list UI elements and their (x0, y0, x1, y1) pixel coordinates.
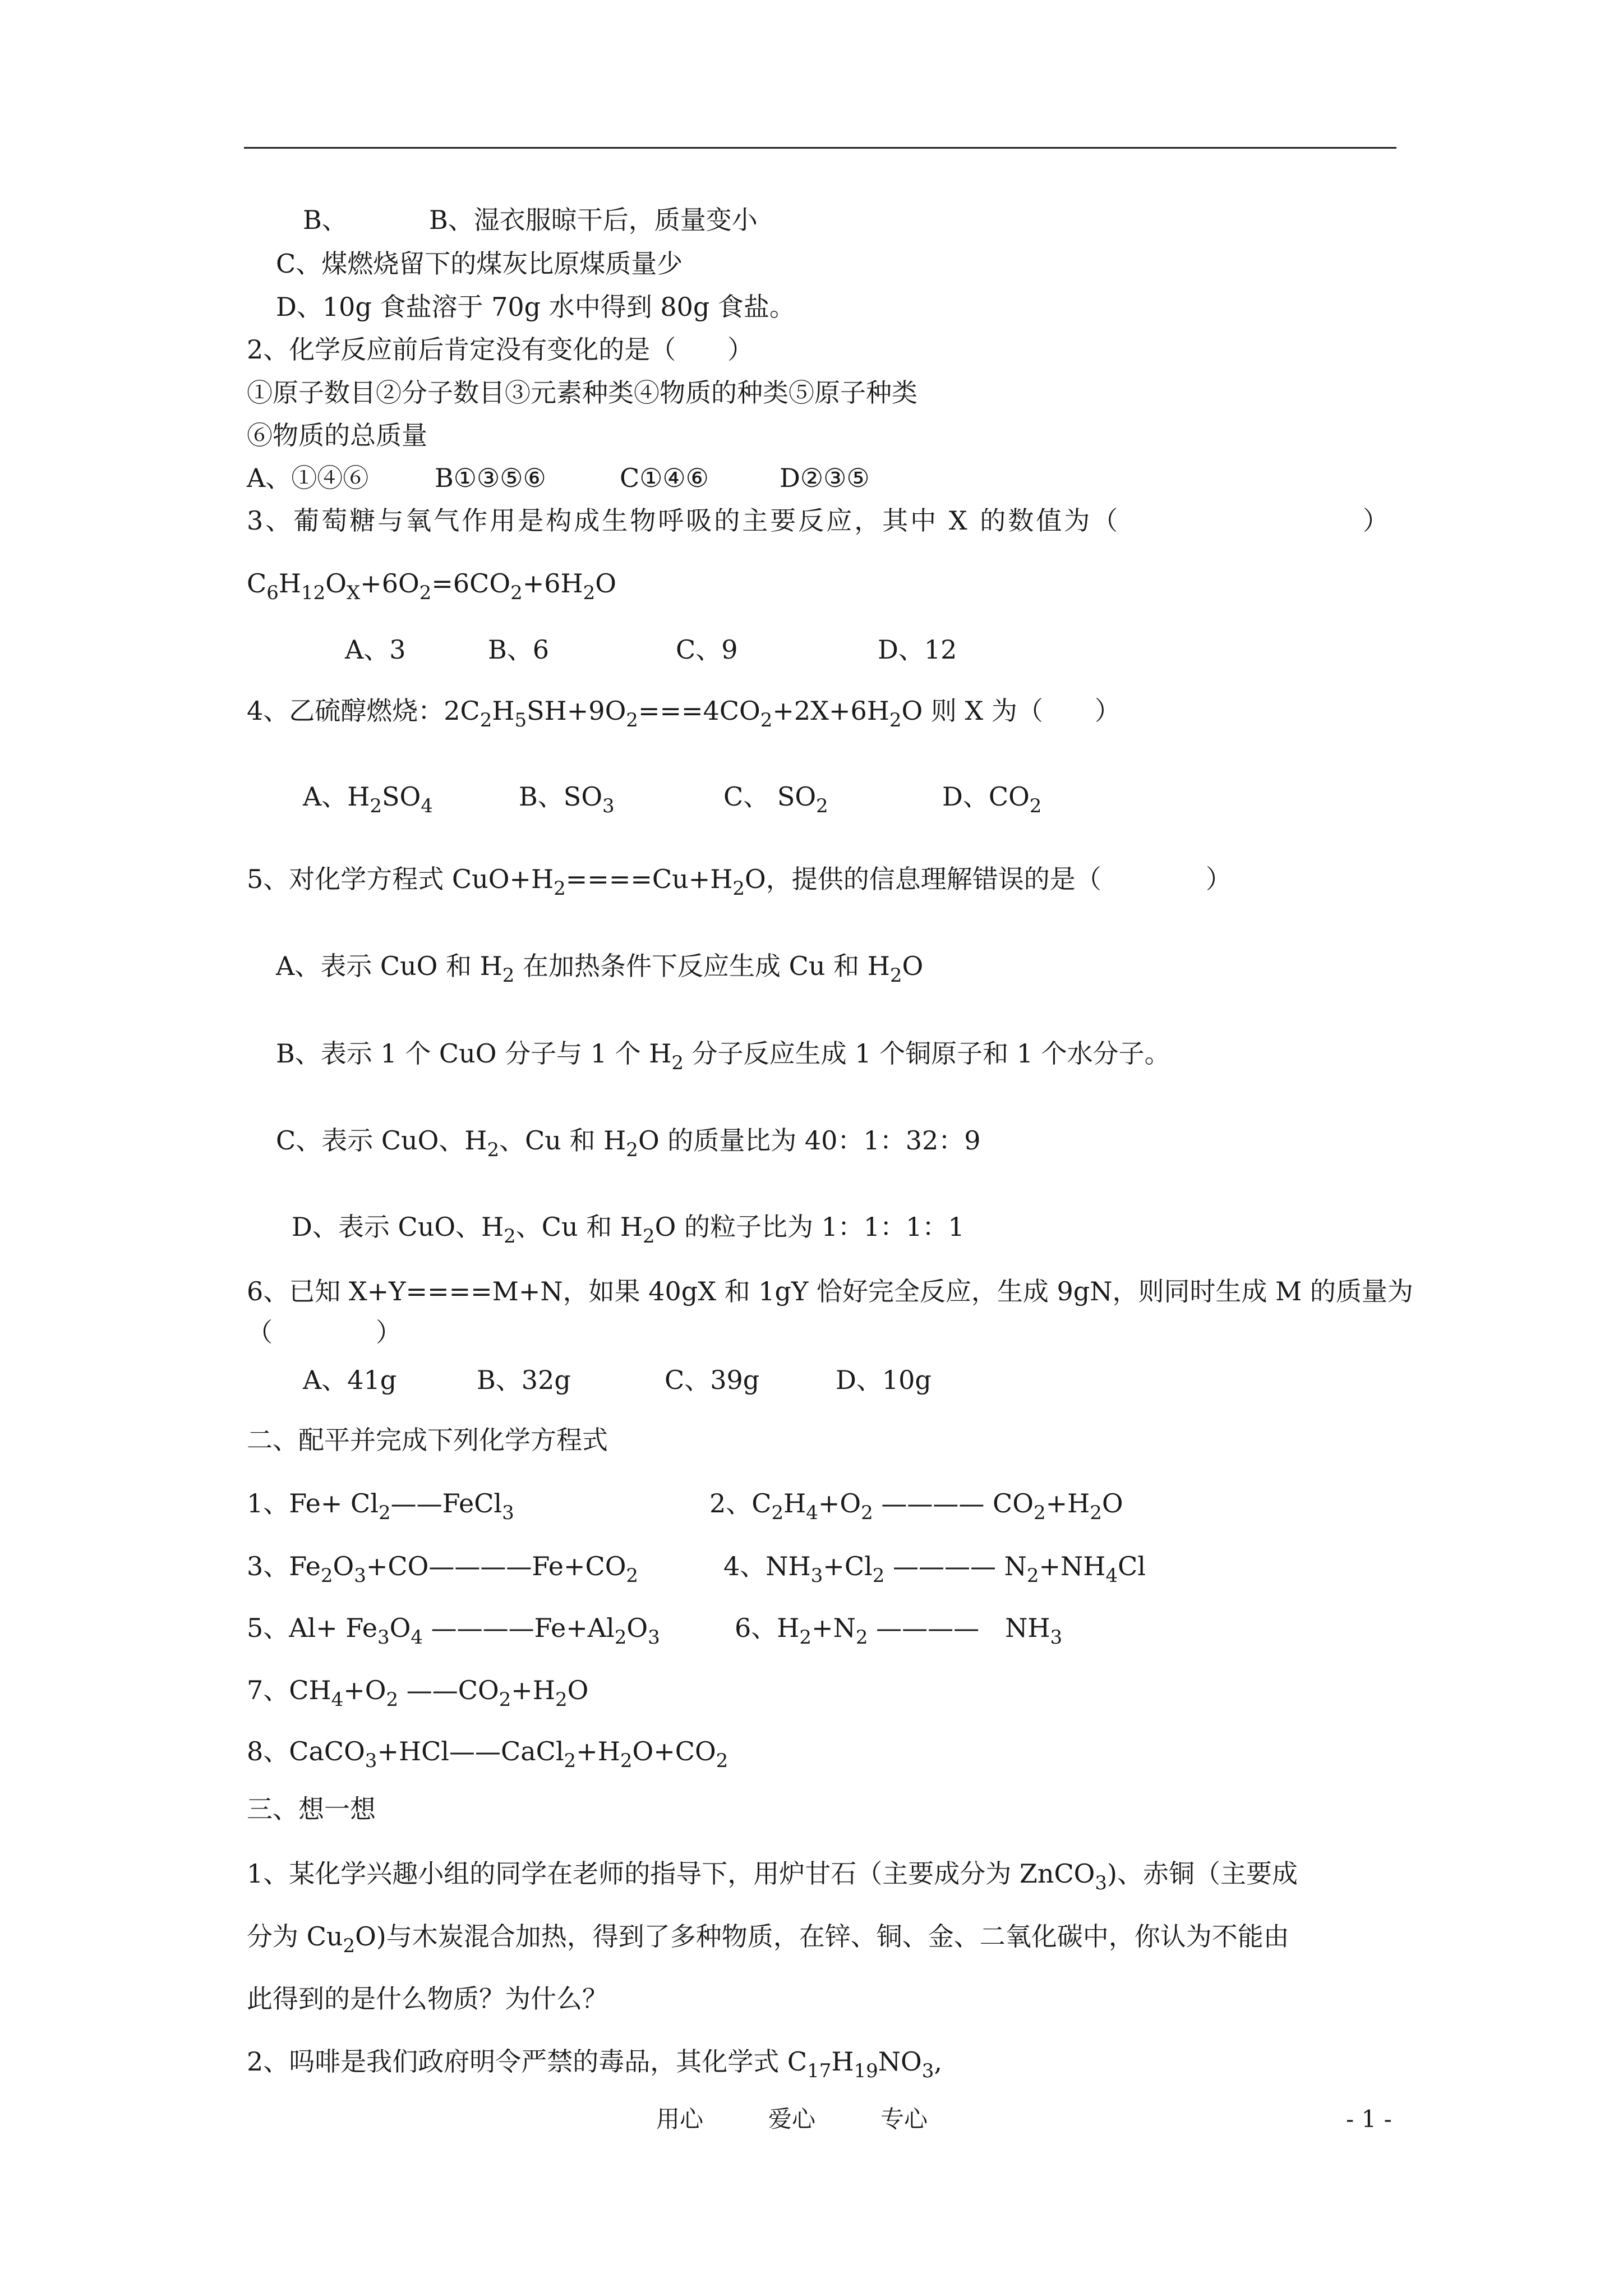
q2-stem: 2、化学反应前后肯定没有变化的是（ ） (247, 334, 754, 365)
q5-option-b: B、表示 1 个 CuO 分子与 1 个 $H_2$ 分子反应生成 1 个铜原子和 1 个水分子。 (276, 1038, 1170, 1074)
q2-items-line2: ⑥物质的总质量 (247, 420, 427, 450)
q3-option-c: C、9 (676, 634, 738, 665)
q1-option-c: C、煤燃烧留下的煤灰比原煤质量少 (276, 249, 683, 279)
q4-option-a: A、$H_2SO_4$ (303, 781, 433, 817)
q4-option-b: B、$SO_3$ (519, 781, 615, 817)
q4-option-c: C、 $SO_2$ (723, 781, 828, 817)
q5-stem-close: ） (1206, 864, 1232, 894)
q6-option-b: B、32g (477, 1365, 571, 1395)
header-rule (244, 147, 1396, 149)
section2-eq2: 2、$C_2H_4+O_2$ ———— $CO_2+H_2O$ (709, 1488, 1123, 1524)
section3-q1-line2: 分为 $Cu_2O$)与木炭混合加热，得到了多种物质，在锌、铜、金、二氧化碳中，你认为不能由 (247, 1921, 1289, 1957)
section3-q2: 2、吗啡是我们政府明令严禁的毒品，其化学式 $C_{17}H_{19}NO_3$, (247, 2046, 942, 2082)
section2-eq6: 6、$H_2+N_2$ ———— $NH_3$ (735, 1613, 1063, 1649)
q2-option-c: C①④⑥ (620, 463, 709, 493)
section3-q1-line3: 此得到的是什么物质？为什么？ (247, 1984, 608, 2014)
q5-option-a: A、表示 CuO 和 $H_2$ 在加热条件下反应生成 Cu 和 $H_2O$ (276, 951, 924, 987)
q3-stem-close: ） (1363, 505, 1389, 536)
q6-option-c: C、39g (665, 1365, 760, 1395)
section2-eq1: 1、$Fe+ Cl_2——FeCl_3$ (247, 1488, 514, 1524)
footer-word-1: 用心 (656, 2105, 704, 2133)
section2-eq8: 8、$CaCO_3+HCl——CaCl_2+H_2O+CO_2$ (247, 1736, 728, 1772)
q6-option-a: A、41g (303, 1365, 397, 1395)
section3-title: 三、想一想 (247, 1794, 376, 1824)
q2-items-line1: ①原子数目②分子数目③元素种类④物质的种类⑤原子种类 (247, 378, 917, 408)
q2-option-d: D②③⑤ (780, 463, 870, 493)
q2-option-b: B①③⑤⑥ (435, 463, 546, 493)
section2-title: 二、配平并完成下列化学方程式 (247, 1425, 608, 1455)
q1-option-b: B、湿衣服晾干后，质量变小 (429, 205, 758, 235)
q3-stem: 3、葡萄糖与氧气作用是构成生物呼吸的主要反应，其中 X 的数值为（ (247, 505, 1121, 536)
q6-stem: 6、已知 X+Y====M+N，如果 40gX 和 1gY 恰好完全反应，生成 9gN，则同时生成 M 的质量为 (247, 1276, 1413, 1306)
q5-stem: 5、对化学方程式 $CuO+H_2====Cu+H_2O$，提供的信息理解错误的是（ (247, 864, 1101, 900)
section2-eq4: 4、$NH_3+Cl_2$ ———— $N_2+NH_4Cl$ (723, 1551, 1146, 1587)
footer-word-2: 爱心 (768, 2105, 816, 2133)
page-number: - 1 - (1346, 2105, 1392, 2133)
q5-option-c: C、表示 CuO、$H_2$、Cu 和 $H_2O$ 的质量比为 40：1：32：9 (276, 1125, 981, 1161)
q1-option-d: D、10g 食盐溶于 70g 水中得到 80g 食盐。 (276, 292, 795, 322)
q3-option-b: B、6 (488, 634, 550, 665)
q6-paren: （ ） (247, 1317, 402, 1347)
section2-eq3: 3、$Fe_2O_3+CO————Fe+CO_2$ (247, 1551, 639, 1587)
q2-option-a: A、①④⑥ (247, 463, 369, 493)
section2-eq7: 7、$CH_4+O_2$ $——CO_2+H_2O$ (247, 1675, 589, 1711)
q1-option-b-prefix: B、 (303, 205, 348, 235)
q3-equation: $C_6H_{12}O_X+6O_2=6CO_2+6H_2O$ (247, 568, 616, 604)
q3-option-a: A、3 (345, 634, 406, 665)
q4-option-d: D、$CO_2$ (942, 781, 1042, 817)
section2-eq5: 5、$Al+ Fe_3O_4$ $————Fe+Al_2O_3$ (247, 1613, 660, 1649)
q3-option-d: D、12 (878, 634, 957, 665)
q5-option-d: D、表示 CuO、$H_2$、Cu 和 $H_2O$ 的粒子比为 1：1：1：1 (292, 1212, 965, 1248)
q6-option-d: D、10g (836, 1365, 932, 1395)
q4-stem: 4、乙硫醇燃烧：$2C_2H_5SH+9O_2===4CO_2+2X+6H_2O$ 则 X 为（ ） (247, 696, 1121, 731)
footer-word-3: 专心 (880, 2105, 928, 2133)
section3-q1-line1: 1、某化学兴趣小组的同学在老师的指导下，用炉甘石（主要成分为 ZnCO$_3$)、赤铜（主要成 (247, 1858, 1298, 1894)
